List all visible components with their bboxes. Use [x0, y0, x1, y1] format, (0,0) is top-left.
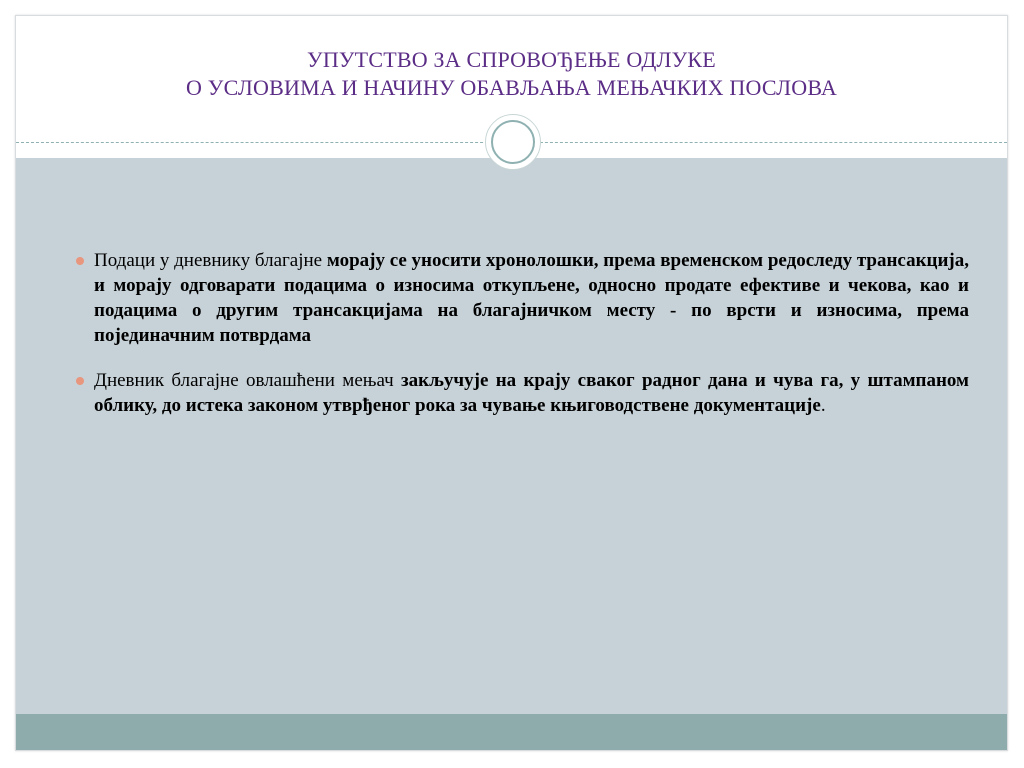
slide: [15, 15, 1008, 751]
slide-title-line-2: О УСЛОВИМА И НАЧИНУ ОБАВЉАЊА МЕЊАЧКИХ ПОСЛОВА: [186, 75, 837, 100]
bullet-list: [94, 248, 969, 438]
decorative-circle-icon: [485, 114, 541, 170]
decorative-ring: [491, 120, 535, 164]
bullet-lead-text: Подаци у дневнику благајне: [94, 250, 327, 271]
bullet-bold-text: закључује на крају сваког радног дана и чува га, у штампаном облику, до истека законом утврђеног рока за чување књиговодствене документације: [94, 370, 969, 416]
bullet-tail-text: .: [820, 395, 826, 416]
bullet-dot-icon: [76, 257, 84, 265]
bullet-lead-text: Дневник благајне овлашћени мењач: [94, 370, 402, 391]
content-area: [16, 158, 1007, 716]
slide-title-line-1: УПУТСТВО ЗА СПРОВОЂЕЊЕ ОДЛУКЕ: [307, 47, 716, 72]
footer-band: [16, 714, 1007, 750]
bullet-bold-text: морају се уносити хронолошки, према временском редоследу трансакција, и морају одговарати подацима о износима откупљене, односно продате ефективе и чекова, као и подацима о другим трансакцијама на благајничком месту - по врсти и износима, према појединачним потврдама: [94, 250, 969, 346]
bullet-item: [94, 368, 969, 418]
bullet-dot-icon: [76, 377, 84, 385]
bullet-item: [94, 248, 969, 348]
